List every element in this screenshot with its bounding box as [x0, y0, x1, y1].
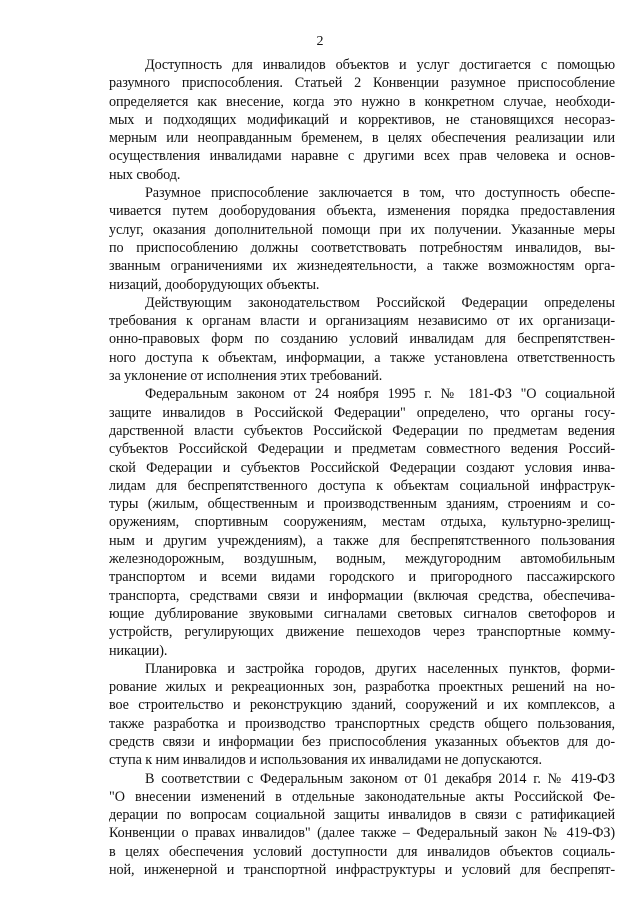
- text-line: туры (жилым, общественным и производственным зданиям, строениям и со-: [109, 496, 615, 513]
- text-line: определяется как внесение, когда это нужно в конкретном случае, необходи-: [109, 93, 615, 110]
- text-line: мых и подходящих модификаций и коррективов, не становящихся несораз-: [109, 111, 615, 128]
- document-body: [109, 56, 615, 879]
- text-line: ступа к ним инвалидов и использования их инвалидами не допускаются.: [109, 752, 542, 769]
- text-line: Конвенции о правах инвалидов" (далее также – Федеральный закон № 419-ФЗ): [109, 825, 615, 842]
- text-line: в целях обеспечения условий доступности для инвалидов объектов социаль-: [109, 843, 615, 860]
- text-line: Федеральным законом от 24 ноября 1995 г. № 181-ФЗ "О социальной: [145, 386, 615, 403]
- text-line: устройств, регулирующих движение пешеходов через транспортные комму-: [109, 624, 615, 641]
- text-line: ной, инженерной и транспортной инфраструктуры и условий для беспрепят-: [109, 862, 615, 879]
- text-line: рование жилых и рекреационных зон, разработка проектных решений на но-: [109, 679, 615, 696]
- text-line: транспорта, средствами связи и информации (включая средства, обеспечива-: [109, 587, 615, 604]
- text-line: низаций, дооборудующих объекты.: [109, 276, 320, 293]
- text-line: транспортом и всеми видами городского и пригородного пассажирского: [109, 569, 615, 586]
- text-line: субъектов Российской Федерации и предметам совместного ведения Россий-: [109, 441, 615, 458]
- text-line: железнодорожным, воздушным, водным, междугородним автомобильным: [109, 551, 615, 568]
- text-line: оружениям, спортивным сооружениям, местам отдыха, культурно-зрелищ-: [109, 514, 615, 531]
- text-line: никации).: [109, 642, 168, 659]
- text-line: лидам для беспрепятственного доступа к объектам социальной инфраструк-: [109, 477, 615, 494]
- text-line: осуществления инвалидами наравне с другими всех прав человека и основ-: [109, 148, 615, 165]
- text-line: по приспособлению должны соответствовать потребностям инвалидов, вы-: [109, 239, 615, 256]
- text-line: защите инвалидов в Российской Федерации" определено, что органы госу-: [109, 404, 615, 421]
- text-line: мерным или неоправданным бременем, в целях обеспечения реализации или: [109, 130, 615, 147]
- paragraph: [109, 184, 615, 294]
- text-line: также разработка и производство транспортных средств общего пользования,: [109, 715, 615, 732]
- text-line: дарственной власти субъектов Российской Федерации по предметам ведения: [109, 422, 615, 439]
- text-line: разумного приспособления. Статьей 2 Конвенции разумное приспособление: [109, 75, 615, 92]
- text-line: онно-правовых форм по созданию условий инвалидам для беспрепятствен-: [109, 331, 615, 348]
- text-line: Разумное приспособление заключается в том, что доступность обеспе-: [145, 185, 615, 202]
- text-line: средств связи и информации без приспособления указанных объектов для до-: [109, 733, 615, 750]
- paragraph: [109, 660, 615, 770]
- text-line: дерации по вопросам социальной защиты инвалидов в связи с ратификацией: [109, 807, 615, 824]
- text-line: ным и другим учреждениям), а также для беспрепятственного пользования: [109, 532, 615, 549]
- text-line: званным ограничениями их жизнедеятельности, а также возможностям орга-: [109, 258, 615, 275]
- paragraph: [109, 56, 615, 184]
- text-line: В соответствии с Федеральным законом от 01 декабря 2014 г. № 419-ФЗ: [145, 770, 615, 787]
- paragraph: [109, 385, 615, 659]
- text-line: ской Федерации и субъектов Российской Федерации создают условия инва-: [109, 459, 615, 476]
- paragraph: [109, 294, 615, 385]
- text-line: Планировка и застройка городов, других населенных пунктов, форми-: [145, 660, 615, 677]
- text-line: чивается путем дооборудования объекта, изменения порядка предоставления: [109, 203, 615, 220]
- text-line: за уклонение от исполнения этих требований.: [109, 368, 383, 385]
- text-line: ющие дублирование звуковыми сигналами световых сигналов светофоров и: [109, 605, 615, 622]
- text-line: вое строительство и реконструкцию зданий, сооружений и их комплексов, а: [109, 697, 615, 714]
- text-line: Доступность для инвалидов объектов и услуг достигается с помощью: [145, 57, 615, 73]
- text-line: услуг, оказания дополнительной помощи при их получении. Указанные меры: [109, 221, 615, 238]
- text-line: Действующим законодательством Российской Федерации определены: [145, 294, 615, 311]
- page-number: 2: [316, 34, 324, 49]
- text-line: "О внесении изменений в отдельные законодательные акты Российской Фе-: [109, 788, 615, 805]
- paragraph: [109, 770, 615, 880]
- text-line: требования к органам власти и организациям независимо от их организаци-: [109, 313, 615, 330]
- text-line: ных свобод.: [109, 166, 181, 183]
- text-line: ного доступа к объектам, информации, а также установлена ответственность: [109, 349, 615, 366]
